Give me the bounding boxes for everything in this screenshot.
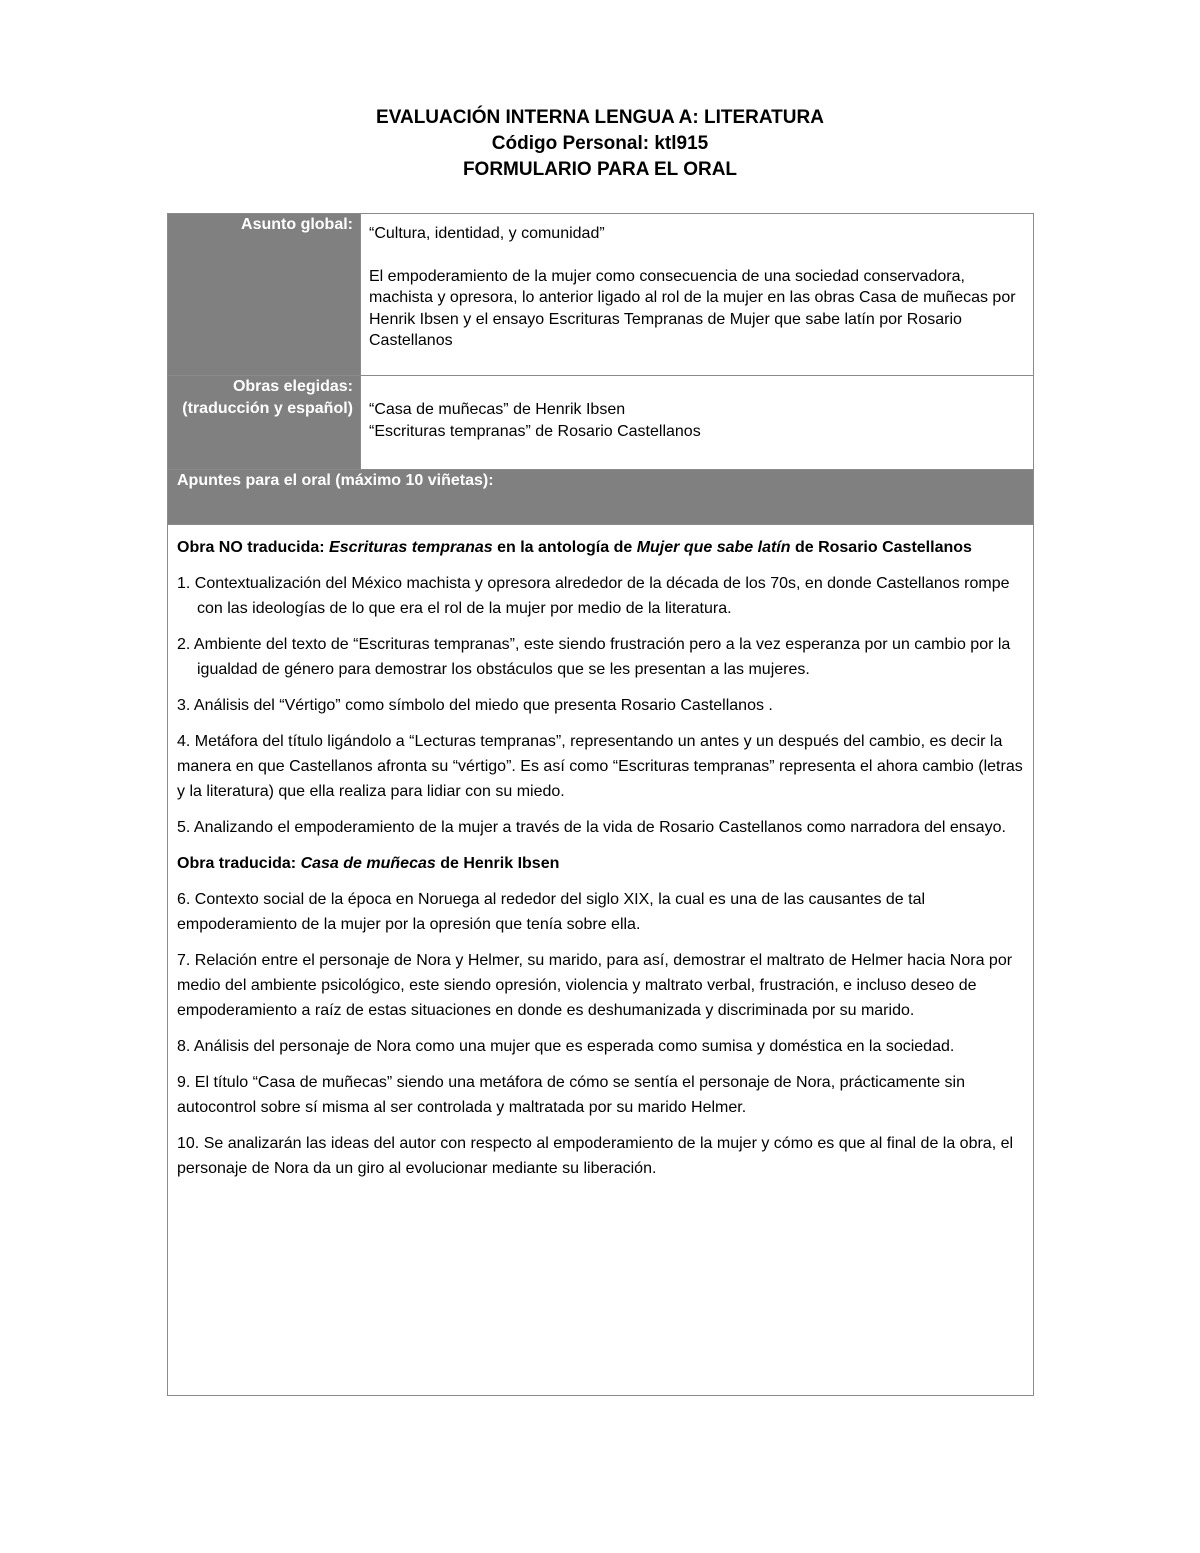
notes-cell (168, 525, 1034, 1396)
heading-prefix: Obra NO traducida: (177, 539, 330, 556)
heading-work-title: Casa de muñecas (300, 855, 436, 872)
obras-value (361, 376, 1034, 470)
notes-row (168, 525, 1034, 1396)
note-item: 9. El título “Casa de muñecas” siendo una metáfora de cómo se sentía el personaje de Nora, prácticamente sin autocontrol sobre sí misma al ser controlada y maltratada por su marido Helmer. (177, 1074, 965, 1116)
obras-label: Obras elegidas: (traducción y español) (168, 376, 361, 470)
asunto-text: El empoderamiento de la mujer como consecuencia de una sociedad conservadora, machista y opresora, lo anterior ligado al rol de la mujer en las obras Casa de muñecas por Henrik Ibsen y el ensayo Escrituras Tempranas de Mujer que sabe latín por Rosario Castellanos (369, 267, 1016, 349)
asunto-row (168, 214, 1034, 376)
personal-code: Código Personal: ktl915 (491, 133, 709, 154)
note-item: 10. Se analizarán las ideas del autor con respecto al empoderamiento de la mujer y cómo es que al final de la obra, el personaje de Nora da un giro al evolucionar mediante su liberación. (177, 1135, 1014, 1177)
note-item: 7. Relación entre el personaje de Nora y Helmer, su marido, para así, demostrar el maltrato de Helmer hacia Nora por medio del ambiente psicológico, este siendo opresión, violencia y maltrato verbal, frustración, e incluso deseo de empoderamiento a raíz de estas situaciones en donde es deshumanizada y discriminada por su marido. (177, 952, 1013, 1019)
note-item: 6. Contexto social de la época en Noruega al rededor del siglo XIX, la cual es una de las causantes de tal empoderamiento de la mujer por la opresión que tenía sobre ella. (177, 891, 926, 933)
heading-anthology-title: Mujer que sabe latín (636, 539, 791, 556)
heading-suffix: de Henrik Ibsen (435, 855, 560, 872)
obra-no-traducida-heading (177, 535, 1024, 560)
obra-1: “Casa de muñecas” de Henrik Ibsen (369, 401, 626, 418)
note-item: 2. Ambiente del texto de “Escrituras tempranas”, este siendo frustración pero a la vez esperanza por un cambio por la igualdad de género para demostrar los obstáculos que se les presentan a las mujeres. (177, 636, 1011, 678)
note-item: 8. Análisis del personaje de Nora como una mujer que es esperada como sumisa y doméstica en la sociedad. (177, 1038, 955, 1055)
obra-2: “Escrituras tempranas” de Rosario Castellanos (369, 422, 701, 440)
note-item: 1. Contextualización del México machista y opresora alrededor de la década de los 70s, en donde Castellanos rompe con las ideologías de lo que era el rol de la mujer por medio de la literatura. (177, 575, 1010, 617)
note-item: 5. Analizando el empoderamiento de la mujer a través de la vida de Rosario Castellanos como narradora del ensayo. (177, 819, 1006, 836)
heading-work-title: Escrituras tempranas (329, 539, 493, 556)
asunto-label: Asunto global: (168, 214, 361, 376)
oral-form-table (167, 213, 1034, 1396)
form-title: FORMULARIO PARA EL ORAL (462, 159, 738, 180)
asunto-value (361, 214, 1034, 376)
heading-prefix: Obra traducida: (177, 855, 301, 872)
obra-traducida-heading (177, 851, 1024, 876)
document-header (0, 105, 1200, 183)
obras-row (168, 376, 1034, 470)
heading-suffix: de Rosario Castellanos (790, 539, 972, 556)
apuntes-title: Apuntes para el oral (máximo 10 viñetas): (168, 470, 1034, 525)
document-title: EVALUACIÓN INTERNA LENGUA A: LITERATURA (376, 107, 824, 128)
note-item: 3. Análisis del “Vértigo” como símbolo del miedo que presenta Rosario Castellanos . (177, 697, 773, 714)
heading-mid: en la antología de (492, 539, 637, 556)
note-item: 4. Metáfora del título ligándolo a “Lecturas tempranas”, representando un antes y un después del cambio, es decir la manera en que Castellanos afronta su “vértigo”. Es así como “Escrituras tempranas” representa el ahora cambio (letras y la literatura) que ella realiza para lidiar con su miedo. (177, 733, 1023, 800)
asunto-quote: “Cultura, identidad, y comunidad” (369, 225, 605, 242)
apuntes-header-row (168, 470, 1034, 525)
